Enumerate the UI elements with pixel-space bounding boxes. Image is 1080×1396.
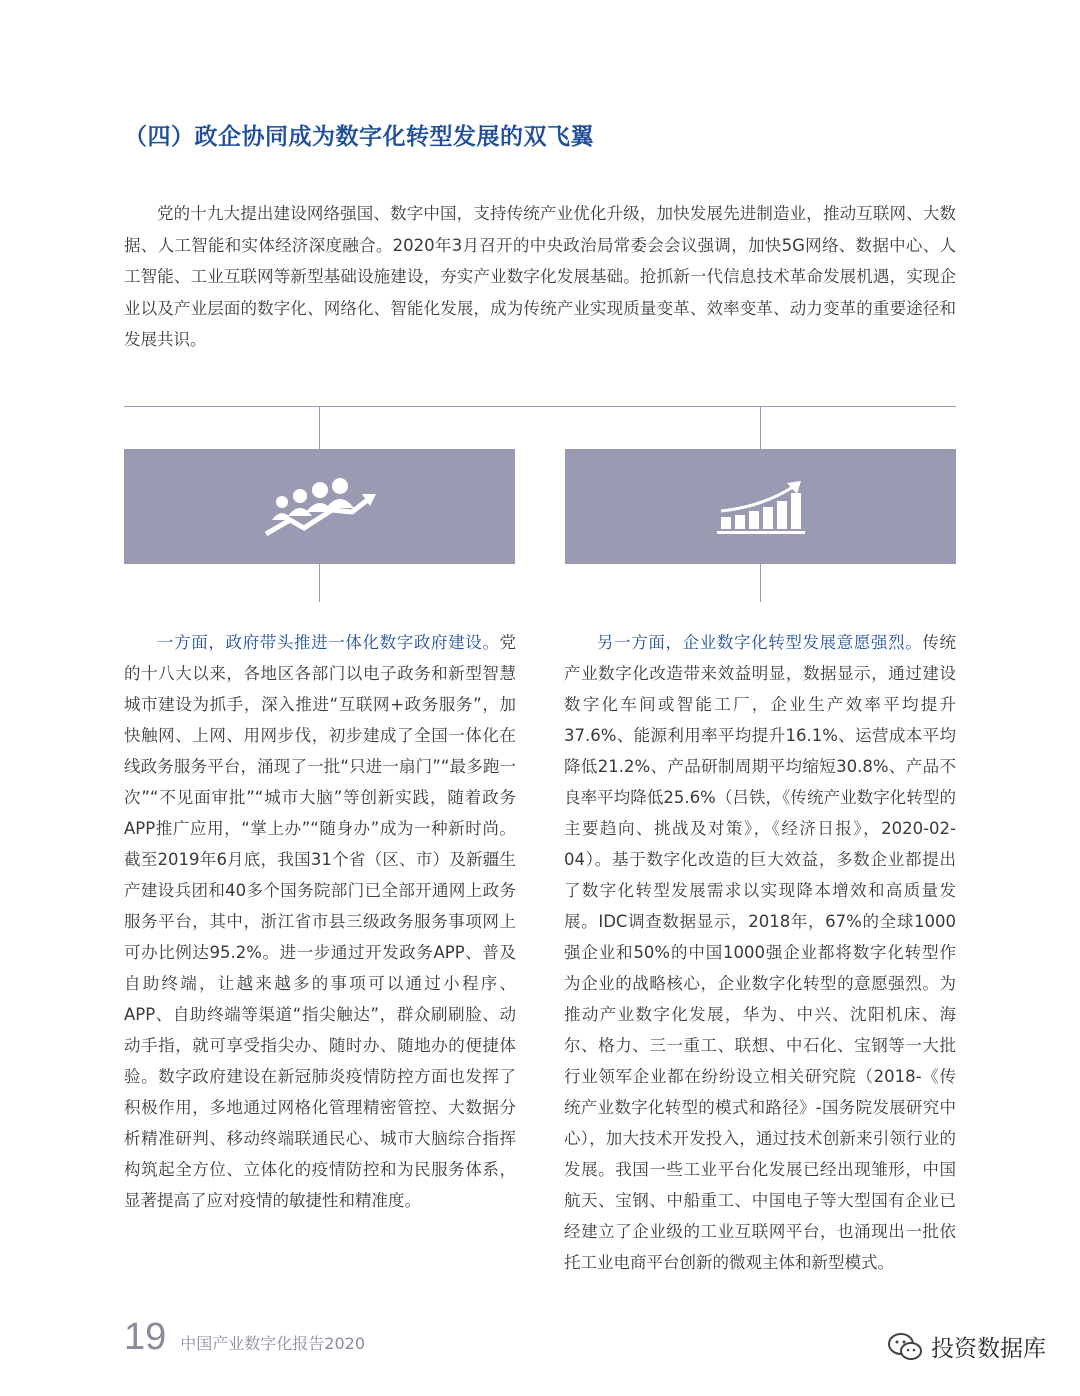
page-number: 19 [124, 1316, 167, 1358]
left-column-body: 党的十八大以来，各地区各部门以电子政务和新型智慧城市建设为抓手，深入推进“互联网+政务服务”，加快触网、上网、用网步伐，初步建成了全国一体化在线政务服务平台，涌现了一批“只进一扇门”“最多跑一次”“不见面审批”“城市大脑”等创新实践，随着政务APP推广应用，“掌上办”“随身办”成为一种新时尚。截至2019年6月底，我国31个省（区、市）及新疆生产建设兵团和40多个国务院部门已全部开通网上政务服务平台，其中，浙江省市县三级政务服务事项网上可办比例达95.2%。进一步通过开发政务APP、普及自助终端，让越来越多的事项可以通过小程序、APP、自助终端等渠道“指尖触达”，群众刷刷脸、动动手指，就可享受指尖办、随时办、随地办的便捷体验。数字政府建设在新冠肺炎疫情防控方面也发挥了积极作用，多地通过网格化管理精密管控、大数据分析精准研判、移动终端联通民心、城市大脑综合指挥构筑起全方位、立体化的疫情防控和为民服务体系，显著提高了应对疫情的敏捷性和精准度。 [124, 633, 516, 1210]
left-column-lead: 一方面，政府带头推进一体化数字政府建设。 [157, 633, 500, 652]
right-column-lead: 另一方面，企业数字化转型发展意愿强烈。 [597, 633, 923, 652]
left-column-text [124, 627, 516, 1216]
page-footer [124, 1316, 365, 1359]
left-connector-bottom [319, 564, 320, 602]
left-connector-top [319, 406, 320, 449]
right-column-text [564, 627, 956, 1278]
watermark-text: 投资数据库 [931, 1336, 1046, 1362]
report-title: 中国产业数字化报告2020 [180, 1334, 366, 1353]
right-column-body: 传统产业数字化改造带来效益明显，数据显示，通过建设数字化车间或智能工厂，企业生产效率平均提升37.6%、能源利用率平均提升16.1%、运营成本平均降低21.2%、产品研制周期平均缩短30.8%、产品不良率平均降低25.6%（吕铁，《传统产业数字化转型的主要趋向、挑战及对策》，《经济日报》，2020-02-04）。基于数字化改造的巨大效益，多数企业都提出了数字化转型发展需求以实现降本增效和高质量发展。IDC调查数据显示，2018年，67%的全球1000强企业和50%的中国1000强企业都将数字化转型作为企业的战略核心，企业数字化转型的意愿强烈。为推动产业数字化发展，华为、中兴、沈阳机床、海尔、格力、三一重工、联想、中石化、宝钢等一大批行业领军企业都在纷纷设立相关研究院（2018-《传统产业数字化转型的模式和路径》-国务院发展研究中心），加大技术开发投入，通过技术创新来引领行业的发展。我国一些工业平台化发展已经出现雏形，中国航天、宝钢、中船重工、中国电子等大型国有企业已经建立了企业级的工业互联网平台，也涌现出一批依托工业电商平台创新的微观主体和新型模式。 [564, 633, 956, 1272]
right-connector-bottom [760, 564, 761, 602]
divider-line [124, 406, 956, 407]
right-connector-top [760, 406, 761, 449]
wechat-icon [887, 1332, 923, 1362]
right-icon-panel [565, 449, 956, 564]
left-icon-panel [124, 449, 515, 564]
watermark [887, 1330, 1046, 1363]
people-growth-icon [260, 472, 380, 542]
growth-chart-icon [711, 477, 811, 537]
section-heading: （四）政企协同成为数字化转型发展的双飞翼 [124, 124, 594, 150]
intro-paragraph: 党的十九大提出建设网络强国、数字中国，支持传统产业优化升级，加快发展先进制造业，推动互联网、大数据、人工智能和实体经济深度融合。2020年3月召开的中央政治局常委会会议强调，加快5G网络、数据中心、人工智能、工业互联网等新型基础设施建设，夯实产业数字化发展基础。抢抓新一代信息技术革命发展机遇，实现企业以及产业层面的数字化、网络化、智能化发展，成为传统产业实现质量变革、效率变革、动力变革的重要途径和发展共识。 [124, 204, 956, 349]
